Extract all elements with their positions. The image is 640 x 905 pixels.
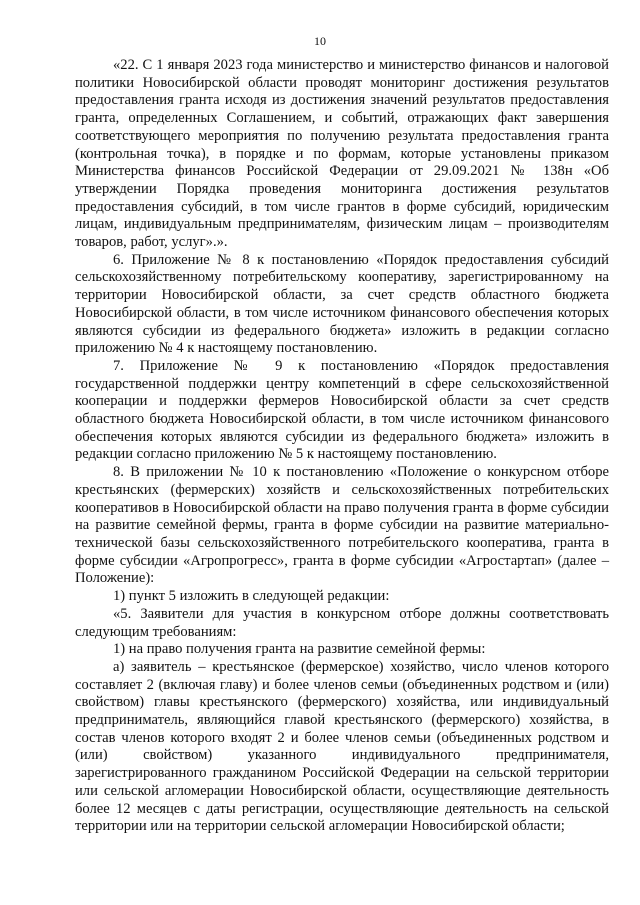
document-body [75, 57, 609, 836]
paragraph-6-appendix-8: 6. Приложение № 8 к постановлению «Порядок предоставления субсидий сельскохозяйственному потребительскому кооперативу, зарегистрированному на территории Новосибирской области, за счет средств областного бюджета Новосибирской области, в том числе источником финансового обеспечения которых являются субсидии из федерального бюджета» изложить в редакции согласно приложению № 4 к настоящему постановлению. [75, 251, 609, 357]
paragraph-subitem-1: 1) на право получения гранта на развитие семейной фермы: [113, 641, 486, 658]
paragraph-subitem-a: а) заявитель – крестьянское (фермерское) хозяйство, число членов которого составляет 2 (включая главу) и более членов семьи (объединенных родством и (или) свойством) главы крестьянского (фермерского) хозяйства, или индивидуальный предприниматель, являющийся главой крестьянского (фермерского) хозяйства, в состав членов которого входят 2 и более членов семьи (объединенных родством и (или) свойством) указанного индивидуального предпринимателя, зарегистрированного гражданином Российской Федерации на сельской территории или сельской агломерации Новосибирской области, осуществляющие деятельность более 12 месяцев с даты регистрации, осуществляющие деятельность на сельской территории или на территории сельской агломерации Новосибирской области; [75, 658, 609, 835]
paragraph-22-monitoring: «22. С 1 января 2023 года министерство и министерство финансов и налоговой политики Новосибирской области проводят мониторинг достижения результатов предоставления гранта исходя из достижения значений результатов предоставления гранта, определенных Соглашением, и событий, отражающих факт завершения соответствующего мероприятия по получению результата предоставления гранта (контрольная точка), в порядке и по формам, которые установлены приказом Министерства финансов Российской Федерации от 29.09.2021 № 138н «Об утверждении Порядка проведения мониторинга достижения результатов предоставления субсидий, в том числе грантов в форме субсидий, юридическим лицам, индивидуальным предпринимателям, физическим лицам – производителям товаров, работ, услуг».». [75, 57, 609, 251]
paragraph-point-5: «5. Заявители для участия в конкурсном отборе должны соответствовать следующим требованиям: [75, 605, 609, 640]
page-number: 10 [314, 34, 326, 48]
paragraph-8-appendix-10: 8. В приложении № 10 к постановлению «Положение о конкурсном отборе крестьянских (фермерских) хозяйств и сельскохозяйственных потребительских кооперативов в Новосибирской области на право получения гранта в форме субсидии на развитие семейной фермы, гранта в форме субсидии на развитие материально-технической базы сельскохозяйственного потребительского кооператива, гранта в форме субсидии «Агропрогресс», гранта в форме субсидии «Агростартап» (далее – Положение): [75, 464, 609, 587]
paragraph-item-1: 1) пункт 5 изложить в следующей редакции: [113, 588, 390, 605]
paragraph-7-appendix-9: 7. Приложение № 9 к постановлению «Порядок предоставления государственной поддержки центру компетенций в сфере сельскохозяйственной кооперации и поддержки фермеров Новосибирской области за счет средств областного бюджета Новосибирской области, в том числе источником финансового обеспечения которых являются субсидии из федерального бюджета» изложить в редакции согласно приложению № 5 к настоящему постановлению. [75, 357, 609, 463]
